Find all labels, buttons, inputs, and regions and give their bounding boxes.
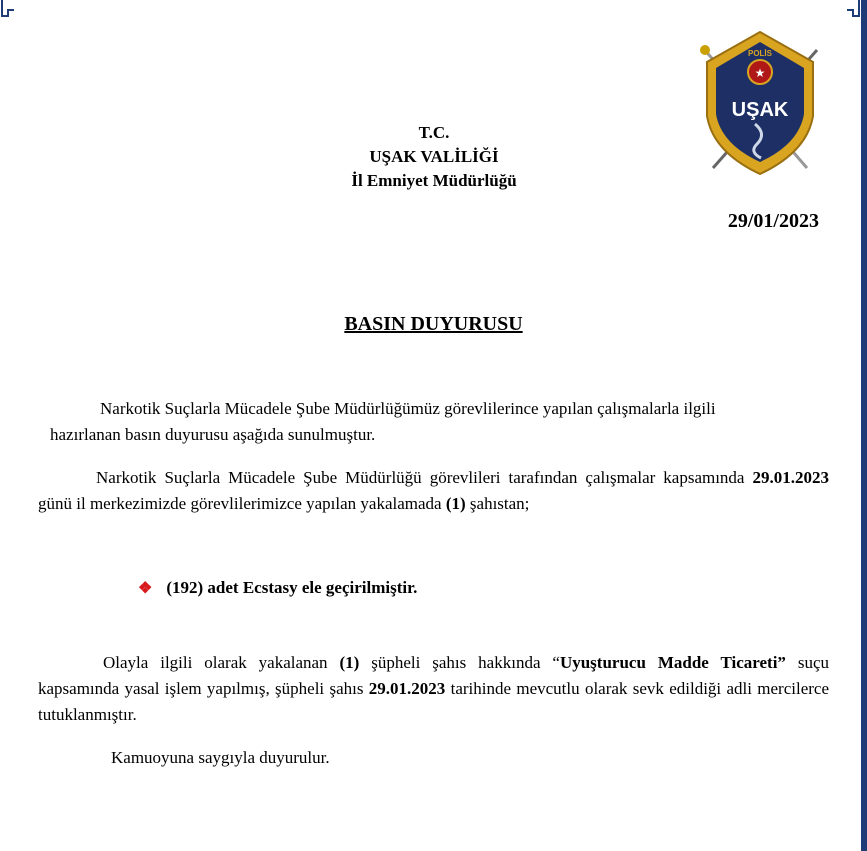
paragraph-intro-line1: Narkotik Suçlarla Mücadele Şube Müdürlüğümüz görevlilerince yapılan çalışmalarla ilgili bbox=[100, 399, 716, 418]
operation-text-3: şahıstan; bbox=[465, 494, 530, 513]
police-badge-icon bbox=[695, 28, 825, 176]
arrest-text-3: suçu kapsamında yasal işlem yapılmış, şüpheli şahıs bbox=[38, 653, 830, 698]
operation-text-2: günü il merkezimizde görevlilerimizce yapılan yakalamada bbox=[38, 494, 446, 513]
document-title: BASIN DUYURUSU bbox=[344, 313, 523, 335]
arrest-text-4: tarihinde mevcutlu olarak sevk edildiği adli mercilerce tutuklanmıştır. bbox=[38, 679, 830, 724]
paragraph-intro bbox=[38, 396, 829, 448]
seizure-text: (192) adet Ecstasy ele geçirilmiştir. bbox=[166, 578, 418, 597]
corner-ornament-left bbox=[0, 0, 22, 22]
arrest-text-2: şüpheli şahıs hakkında “ bbox=[359, 653, 560, 672]
letterhead bbox=[300, 121, 568, 193]
document-date: 29/01/2023 bbox=[727, 210, 819, 232]
arrest-date: 29.01.2023 bbox=[368, 679, 446, 698]
diamond-bullet-icon: ❖ bbox=[138, 580, 153, 597]
arrest-count: (1) bbox=[339, 653, 360, 672]
arrest-crime: Uyuşturucu Madde Ticareti” bbox=[559, 653, 786, 672]
paragraph-operation bbox=[38, 465, 829, 517]
operation-text-1: Narkotik Suçlarla Mücadele Şube Müdürlüğü görevlileri tarafından çalışmalar kapsamında bbox=[96, 468, 745, 487]
operation-date: 29.01.2023 bbox=[752, 468, 829, 487]
svg-text:★: ★ bbox=[754, 66, 766, 80]
corner-ornament-right bbox=[839, 0, 861, 22]
svg-text:UŞAK: UŞAK bbox=[731, 99, 789, 121]
header-governorship: UŞAK VALİLİĞİ bbox=[369, 147, 499, 166]
paragraph-arrest bbox=[38, 650, 829, 728]
header-police-directorate: İl Emniyet Müdürlüğü bbox=[351, 171, 517, 190]
paragraph-intro-line2: hazırlanan basın duyurusu aşağıda sunulmuştur. bbox=[50, 425, 376, 444]
closing-line: Kamuoyuna saygıyla duyurulur. bbox=[111, 748, 330, 767]
header-tc: T.C. bbox=[418, 123, 450, 142]
svg-text:POLİS: POLİS bbox=[747, 49, 773, 58]
arrest-text-1: Olayla ilgili olarak yakalanan bbox=[103, 653, 340, 672]
page-border-right bbox=[861, 0, 867, 851]
operation-count: (1) bbox=[445, 494, 466, 513]
seizure-bullet bbox=[138, 578, 417, 598]
